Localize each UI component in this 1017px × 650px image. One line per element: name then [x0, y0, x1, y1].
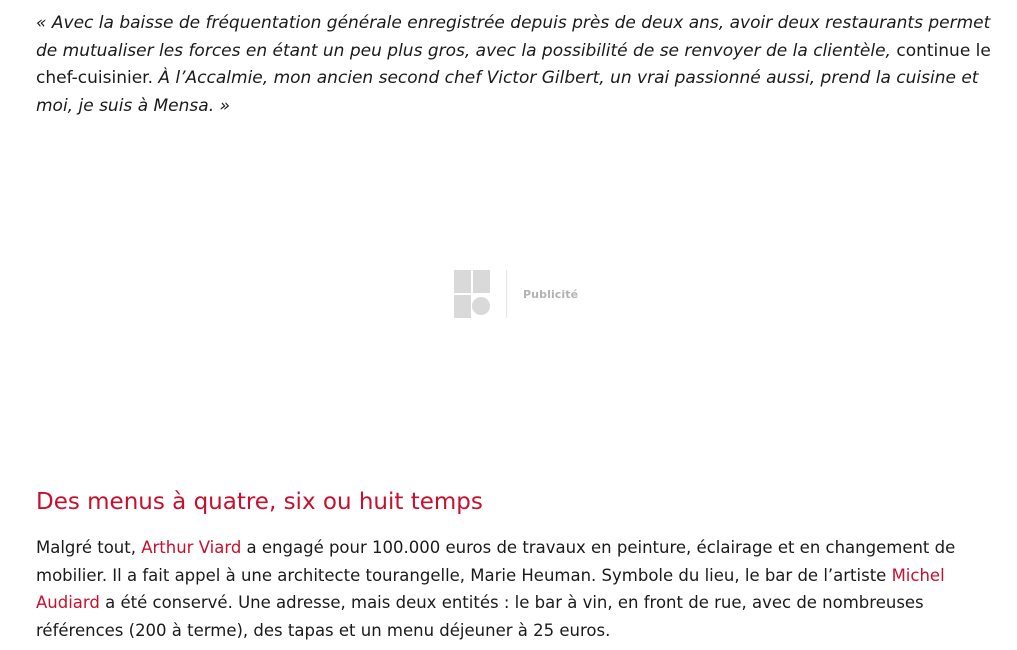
body-text-1: Malgré tout, — [36, 538, 142, 557]
quote-paragraph — [36, 10, 996, 120]
ad-logo-svg — [454, 270, 490, 318]
quote-attribution: continue le chef-cuisinier. — [36, 40, 991, 88]
section-heading: Des menus à quatre, six ou huit temps — [36, 489, 483, 515]
ad-divider — [506, 270, 507, 318]
link-arthur-viard[interactable]: Arthur Viard — [141, 538, 242, 557]
body-paragraph — [36, 534, 996, 644]
body-text-3: a été conservé. Une adresse, mais deux entités : le bar à vin, en front de rue, avec de nombreuses références (200 à terme), des tapas et un menu déjeuner à 25 euros. — [36, 593, 924, 640]
ad-placeholder — [454, 268, 594, 320]
quote-italic-2: À l’Accalmie, mon ancien second chef Victor Gilbert, un vrai passionné aussi, prend la cuisine et moi, je suis à Mensa. » — [36, 68, 979, 116]
quote-italic-1: « Avec la baisse de fréquentation générale enregistrée depuis près de deux ans, avoir deux restaurants permet de mutualiser les forces en étant un peu plus gros, avec la possibilité de se renvoyer de la clientèle, — [36, 13, 991, 61]
ad-label: Publicité — [523, 287, 579, 301]
link-michel-audiard[interactable]: Michel Audiard — [36, 565, 945, 612]
body-text-2: a engagé pour 100.000 euros de travaux en peinture, éclairage et en changement de mobilier. Il a fait appel à une architecte tourangelle, Marie Heuman. Symbole du lieu, le bar de l’artiste — [36, 538, 956, 585]
ad-logo-icon — [454, 270, 490, 318]
